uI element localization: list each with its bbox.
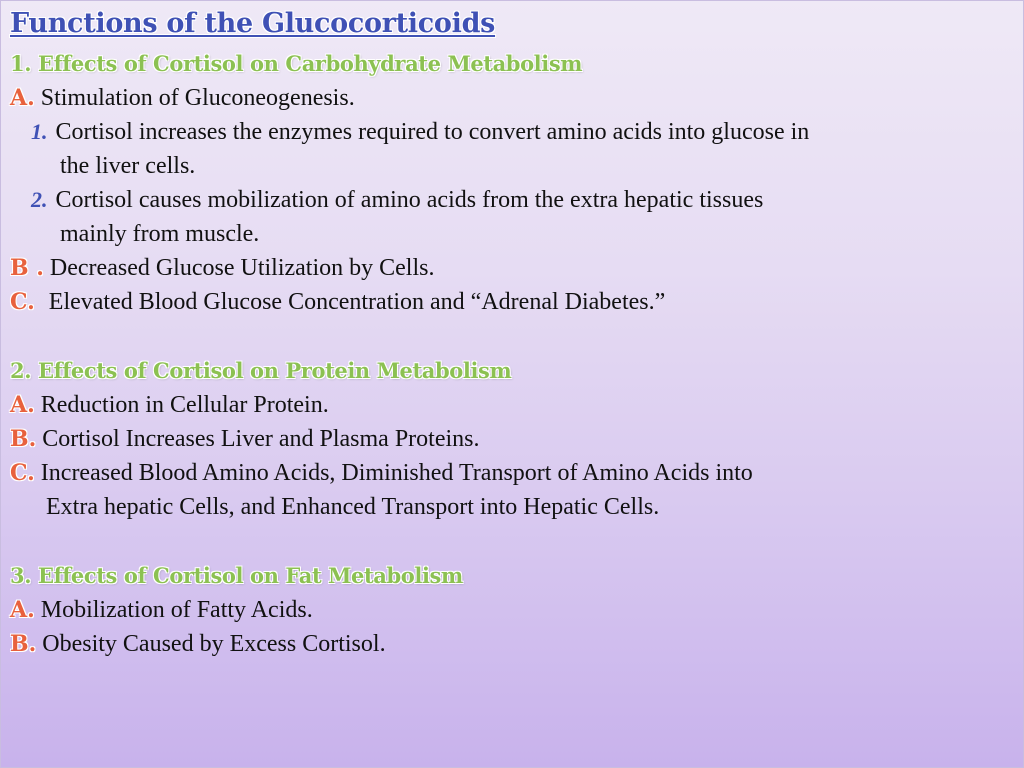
list-item-text: Obesity Caused by Excess Cortisol. <box>42 631 386 657</box>
list-item <box>10 627 386 661</box>
list-marker: B . <box>10 255 44 281</box>
list-item <box>10 593 313 627</box>
list-item <box>10 81 355 115</box>
list-item-text: Reduction in Cellular Protein. <box>40 392 329 418</box>
list-marker: C. <box>10 460 35 486</box>
list-item-text: Stimulation of Gluconeogenesis. <box>40 85 355 111</box>
sub-list-item-text: Cortisol increases the enzymes required to convert amino acids into glucose in <box>55 119 810 145</box>
list-item-text: Increased Blood Amino Acids, Diminished Transport of Amino Acids into <box>40 460 753 486</box>
list-item <box>10 422 480 456</box>
sub-list-marker: 2. <box>31 187 48 212</box>
section-heading-protein: 2. Effects of Cortisol on Protein Metabolism <box>10 358 512 383</box>
list-marker: C. <box>10 289 35 315</box>
list-item-text: Mobilization of Fatty Acids. <box>40 597 313 623</box>
list-item <box>10 388 329 422</box>
list-marker: B. <box>10 426 37 452</box>
list-item <box>10 285 665 319</box>
list-item-continuation: Extra hepatic Cells, and Enhanced Transport into Hepatic Cells. <box>46 494 660 520</box>
list-marker: B. <box>10 631 37 657</box>
sub-list-marker: 1. <box>31 119 48 144</box>
sub-list-item-continuation: mainly from muscle. <box>60 221 260 247</box>
section-heading-fat: 3. Effects of Cortisol on Fat Metabolism <box>10 563 463 588</box>
sub-list-item-text: Cortisol causes mobilization of amino acids from the extra hepatic tissues <box>55 187 764 213</box>
list-item-text: Decreased Glucose Utilization by Cells. <box>49 255 435 281</box>
section-heading-carbohydrate: 1. Effects of Cortisol on Carbohydrate Metabolism <box>10 51 583 76</box>
list-item <box>10 456 753 490</box>
slide-title: Functions of the Glucocorticoids <box>10 8 496 39</box>
list-item-text: Cortisol Increases Liver and Plasma Proteins. <box>42 426 480 452</box>
list-marker: A. <box>10 392 35 418</box>
list-item <box>10 251 434 285</box>
list-marker: A. <box>10 85 35 111</box>
sub-list-item <box>31 183 763 217</box>
sub-list-item <box>31 115 809 149</box>
list-marker: A. <box>10 597 35 623</box>
list-item-text: Elevated Blood Glucose Concentration and “Adrenal Diabetes.” <box>48 289 666 315</box>
sub-list-item-continuation: the liver cells. <box>60 153 196 179</box>
